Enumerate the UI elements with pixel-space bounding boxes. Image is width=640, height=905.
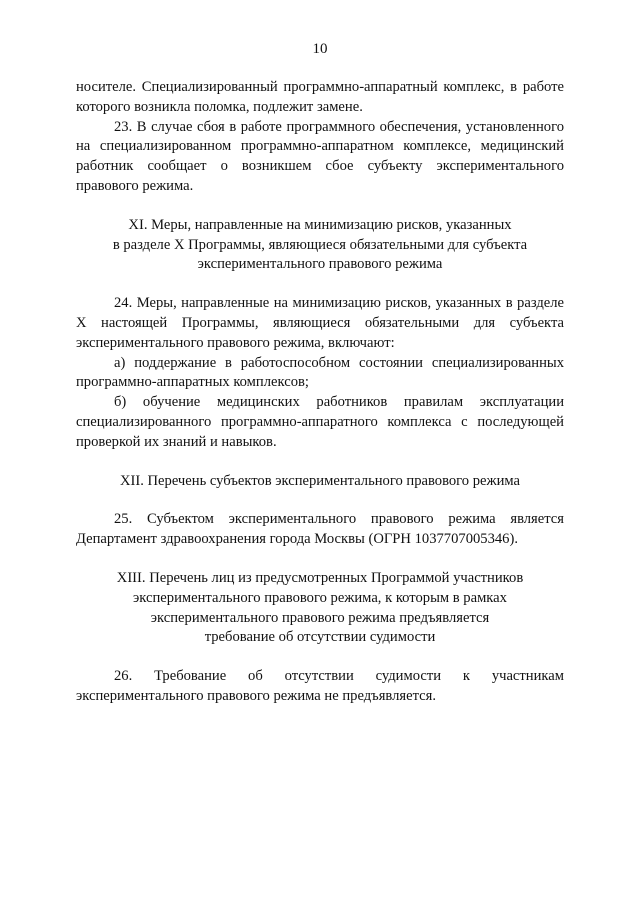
paragraph-24-b: б) обучение медицинских работников правилам эксплуатации специализированного программно-аппаратного комплекса с последующей проверкой их знаний и навыков.	[76, 394, 564, 450]
section-heading-xiii-line-1: XIII. Перечень лиц из предусмотренных Программой участников	[116, 569, 524, 586]
paragraph-25: 25. Субъектом экспериментального правового режима является Департамент здравоохранения города Москвы (ОГРН 1037707005346).	[76, 511, 564, 548]
paragraph-24: 24. Меры, направленные на минимизацию рисков, указанных в разделе X настоящей Программы, являющиеся обязательными для субъекта экспериментального правового режима, включают:	[76, 295, 564, 351]
page-number: 10	[312, 41, 328, 57]
document-body	[76, 78, 564, 707]
section-heading-xii: XII. Перечень субъектов экспериментального правового режима	[119, 472, 521, 489]
paragraph-continued: носителе. Специализированный программно-аппаратный комплекс, в работе которого возникла поломка, подлежит замене.	[76, 79, 564, 115]
paragraph-26: 26. Требование об отсутствии судимости к участникам экспериментального правового режима не предъявляется.	[76, 668, 564, 704]
section-heading-xi-line-2: в разделе X Программы, являющиеся обязательными для субъекта	[112, 236, 528, 253]
section-heading-xiii-line-4: требование об отсутствии судимости	[204, 629, 436, 646]
paragraph-24-a: а) поддержание в работоспособном состоянии специализированных программно-аппаратных комплексов;	[76, 354, 564, 391]
section-heading-xiii-line-3: экспериментального правового режима предъявляется	[150, 609, 490, 626]
section-heading-xi-line-3: экспериментального правового режима	[197, 256, 443, 273]
section-heading-xiii	[76, 569, 564, 648]
section-heading-xiii-line-2: экспериментального правового режима, к которым в рамках	[133, 589, 507, 606]
section-heading-xi-line-1: XI. Меры, направленные на минимизацию рисков, указанных	[128, 216, 512, 233]
section-heading-xi	[76, 216, 564, 275]
paragraph-23: 23. В случае сбоя в работе программного обеспечения, установленного на специализированном программно-аппаратном комплексе, медицинский работник сообщает о возникшем сбое субъекту экспериментального правового режима.	[76, 118, 564, 194]
